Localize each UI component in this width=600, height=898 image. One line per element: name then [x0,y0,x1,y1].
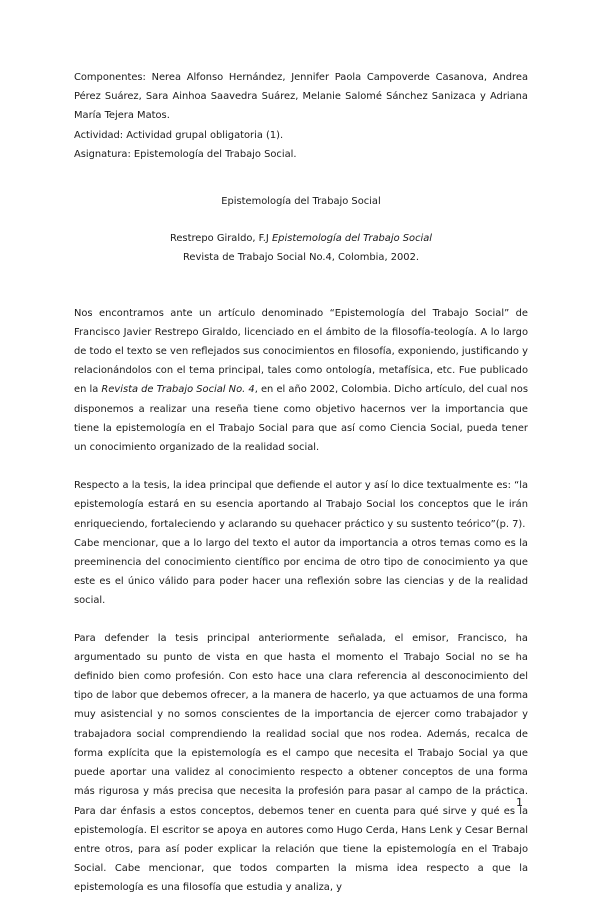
components-value: Nerea Alfonso Hernández, Jennifer Paola Campoverde Casanova, Andrea Pérez Suárez, Sara Ainhoa Saavedra Suárez, Melanie Salomé Sánchez Sanizaca y Adriana María Tejera Matos. [74,72,528,122]
reference-work: Epistemología del Trabajo Social [271,233,433,245]
paragraph-4: Para defender la tesis principal anteriormente señalada, el emisor, Francisco, ha argumentado su punto de vista en que hasta el momento el Trabajo Social no se ha definido bien como profesión. Con esto hace una clara referencia al desconocimiento del tipo de labor que debemos ofrecer, a la manera de hacerlo, ya que actuamos de una forma muy asistencial y no somos conscientes de la importancia de ejercer como trabajador y trabajadora social comprendiendo la realidad social que nos rodea. Además, recalca de forma explícita que la epistemología es el campo que necesita el Trabajo Social ya que puede aportar una validez al conocimiento respecto a obtener conceptos de una forma más rigurosa y más precisa que necesita la profesión para pasar al campo de la práctica. Para dar énfasis a estos conceptos, debemos tener en cuenta para qué sirve y qué es la epistemología. El escritor se apoya en autores como Hugo Cerda, Hans Lenk y Cesar Bernal entre otros, para así poder explicar la relación que tiene la epistemología en el Trabajo Social. Cabe mencionar, que todos comparten la misma idea respecto a que la epistemología es una filosofía que estudia y analiza, y [74,632,528,894]
subject-line: Asignatura: Epistemología del Trabajo Social. [74,148,297,160]
header-block [74,68,528,164]
reference-journal: Revista de Trabajo Social No.4, Colombia, 2002. [182,252,420,264]
paragraph-3: Cabe mencionar, que a lo largo del texto el autor da importancia a otros temas como es la preeminencia del conocimiento científico por encima de otro tipo de conocimiento ya que este es el único válido para poder hacer una reflexión sobre las ciencias y de la realidad social. [74,537,528,607]
components-label: Componentes: [74,72,146,83]
journal-name-italic: Revista de Trabajo Social No. 4 [101,384,255,396]
components-line [74,68,528,126]
paragraph-1 [74,304,528,458]
document-title: Epistemología del Trabajo Social [221,196,381,208]
reference-line [74,229,528,248]
page-number: 1 [516,796,523,809]
activity-line: Actividad: Actividad grupal obligatoria (1). [74,129,284,141]
reference-author: Restrepo Giraldo, F.J [169,233,269,245]
paragraph-1-part-a: Nos encontramos ante un artículo denominado “Epistemología del Trabajo Social” de Francisco Javier Restrepo Giraldo, licenciado en el ámbito de la filosofía-teología. A lo largo de todo el texto se ven reflejados sus conocimientos en filosofía, exponiendo, justificando y relacionándolos con el tema principal, tales como ontología, metafísica, etc. Fue publicado en la [74,307,528,396]
paragraph-2: Respecto a la tesis, la idea principal que defiende el autor y así lo dice textualmente es: “la epistemología estará en su esencia aportando al Trabajo Social los conceptos que le irán enriqueciendo, fortaleciendo y aclarando su quehacer práctico y su sustento teórico”(p. 7). [74,480,528,530]
document-page [74,68,528,898]
paragraph-1-part-b: , en el año 2002, Colombia. Dicho artículo, del cual nos disponemos a realizar una reseña tiene como objetivo hacernos ver la importancia que tiene la epistemología en el Trabajo Social para que así como Ciencia Social, pueda tener un conocimiento organizado de la realidad social. [74,384,528,454]
